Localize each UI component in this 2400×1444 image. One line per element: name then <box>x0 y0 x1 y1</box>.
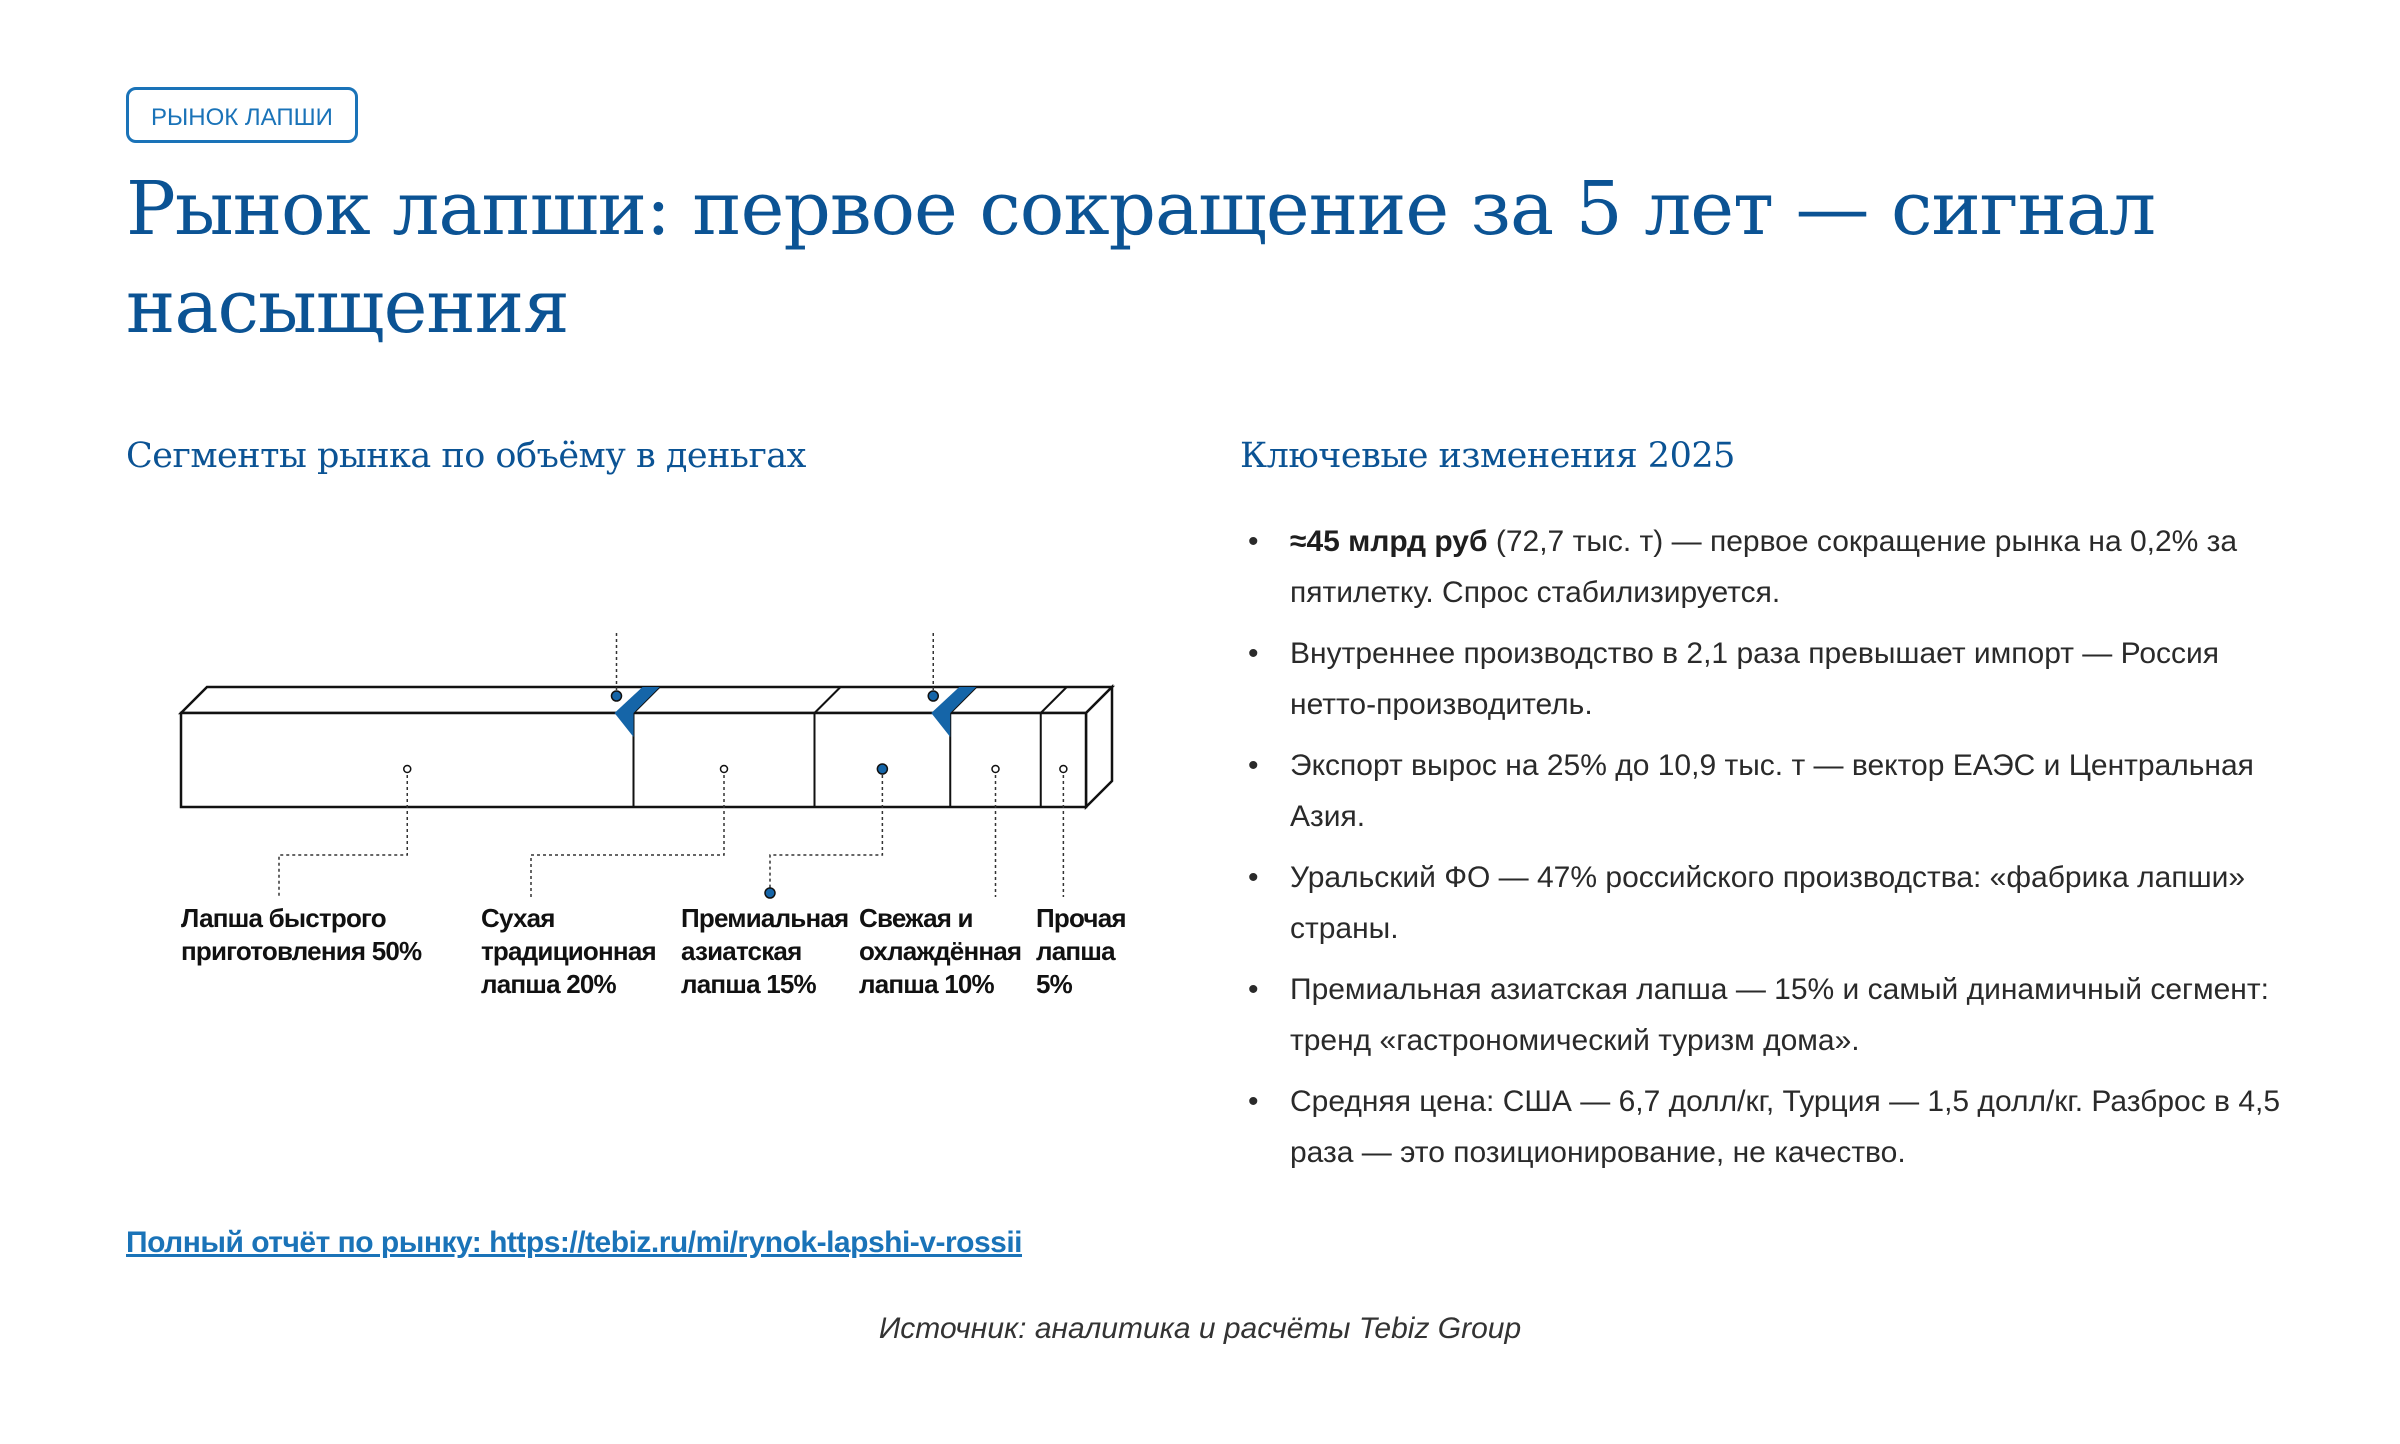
list-item <box>1248 852 2288 954</box>
segment-center-dot <box>721 766 728 773</box>
segment-center-dot <box>992 766 999 773</box>
key-changes-list <box>1248 516 2288 1188</box>
bullet-icon: • <box>1248 973 1259 1006</box>
segments-bar-chart <box>150 630 1150 930</box>
list-item <box>1248 964 2288 1066</box>
list-item <box>1248 516 2288 618</box>
key-changes-heading: Ключевые изменения 2025 <box>1240 436 1735 476</box>
bullet-text: Средняя цена: США — 6,7 долл/кг, Турция — 1,5 долл/кг. Разброс в 4,5 раза — это позиционирование, не качество. <box>1290 1085 2281 1169</box>
list-item <box>1248 740 2288 842</box>
bullet-icon: • <box>1248 525 1259 558</box>
list-item <box>1248 1076 2288 1178</box>
segment-label: Сухая традиционная лапша 20% <box>481 903 656 999</box>
page-title: Рынок лапши: первое сокращение за 5 лет — сигнал насыщения <box>126 166 2156 350</box>
segment-center-dot <box>1060 766 1067 773</box>
segment-center-dot <box>877 764 887 774</box>
bullet-text: Премиальная азиатская лапша — 15% и самый динамичный сегмент: тренд «гастрономический туризм дома». <box>1290 973 2269 1057</box>
marker-dot <box>765 888 775 898</box>
segment-label: Премиальная азиатская лапша 15% <box>681 903 849 999</box>
source-note: Источник: аналитика и расчёты Tebiz Group <box>878 1312 1522 1345</box>
category-badge: РЫНОК ЛАПШИ <box>126 87 358 143</box>
segment-label: Свежая и охлаждённая лапша 10% <box>859 903 1022 999</box>
bullet-icon: • <box>1248 861 1259 894</box>
bullet-text: (72,7 тыс. т) — первое сокращение рынка на 0,2% за пятилетку. Спрос стабилизируется. <box>1290 525 2238 609</box>
bullet-text: Внутреннее производство в 2,1 раза превышает импорт — Россия нетто-производитель. <box>1290 637 2220 721</box>
bullet-text: Уральский ФО — 47% российского производства: «фабрика лапши» страны. <box>1290 861 2246 945</box>
bullet-icon: • <box>1248 637 1259 670</box>
segment-label: Прочая лапша 5% <box>1036 903 1126 999</box>
bullet-bold: ≈45 млрд руб <box>1290 525 1488 558</box>
bullet-icon: • <box>1248 749 1259 782</box>
full-report-link[interactable]: Полный отчёт по рынку: https://tebiz.ru/mi/rynok-lapshi-v-rossii <box>126 1226 1022 1259</box>
marker-dot <box>612 691 622 701</box>
bullet-text: Экспорт вырос на 25% до 10,9 тыс. т — вектор ЕАЭС и Центральная Азия. <box>1290 749 2254 833</box>
list-item <box>1248 628 2288 730</box>
segment-label: Лапша быстрого приготовления 50% <box>181 903 422 966</box>
bullet-icon: • <box>1248 1085 1259 1118</box>
segments-heading: Сегменты рынка по объёму в деньгах <box>126 436 806 476</box>
segment-center-dot <box>404 766 411 773</box>
marker-dot <box>928 691 938 701</box>
